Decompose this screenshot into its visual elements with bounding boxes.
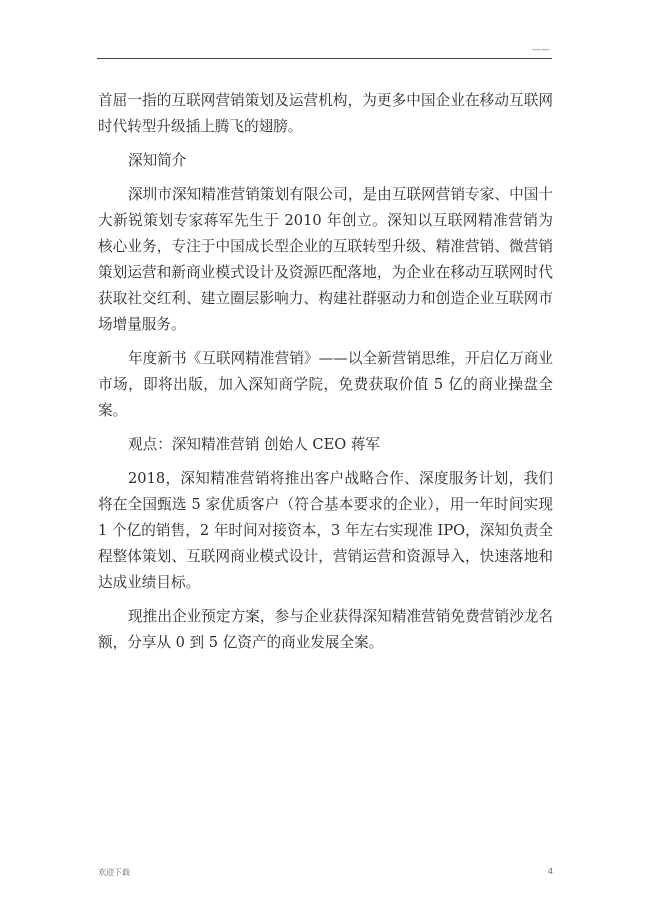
page-number: 4 [547, 867, 553, 876]
paragraph-viewpoint-author: 观点：深知精准营销 创始人 CEO 蒋军 [128, 436, 381, 453]
footer-download-text: 欢迎下载 [98, 868, 130, 877]
paragraph-new-book: 年度新书《互联网精准营销》——以全新营销思维，开启亿万商业市场，即将出版，加入深知商学院，免费获取价值 5 亿的商业操盘全案。 [98, 350, 553, 419]
header-mark: —— [532, 45, 550, 55]
document-body [98, 88, 553, 664]
paragraph-intro-continuation: 首屈一指的互联网营销策划及运营机构，为更多中国企业在移动互联网时代转型升级插上腾飞的翅膀。 [98, 92, 553, 135]
header-divider [97, 58, 552, 59]
paragraph-2018-plan: 2018，深知精准营销将推出客户战略合作、深度服务计划，我们将在全国甄选 5 家优质客户（符合基本要求的企业），用一年时间实现 1 个亿的销售，2 年时间对接资本，3 年左右实现准 IPO，深知负责全程整体策划、互联网商业模式设计，营销运营和资源导入，快速落地和达成业绩目标。 [98, 470, 553, 591]
section-heading-company-profile: 深知简介 [128, 152, 187, 169]
paragraph-reservation-offer: 现推出企业预定方案，参与企业获得深知精准营销免费营销沙龙名额，分享从 0 到 5 亿资产的商业发展全案。 [98, 608, 553, 651]
paragraph-company-description: 深圳市深知精准营销策划有限公司，是由互联网营销专家、中国十大新锐策划专家蒋军先生于 2010 年创立。深知以互联网精准营销为核心业务，专注于中国成长型企业的互联转型升级、精准营销、微营销策划运营和新商业模式设计及资源匹配落地，为企业在移动互联网时代获取社交红利、建立圈层影响力、构建社群驱动力和创造企业互联网市场增量服务。 [98, 186, 553, 333]
